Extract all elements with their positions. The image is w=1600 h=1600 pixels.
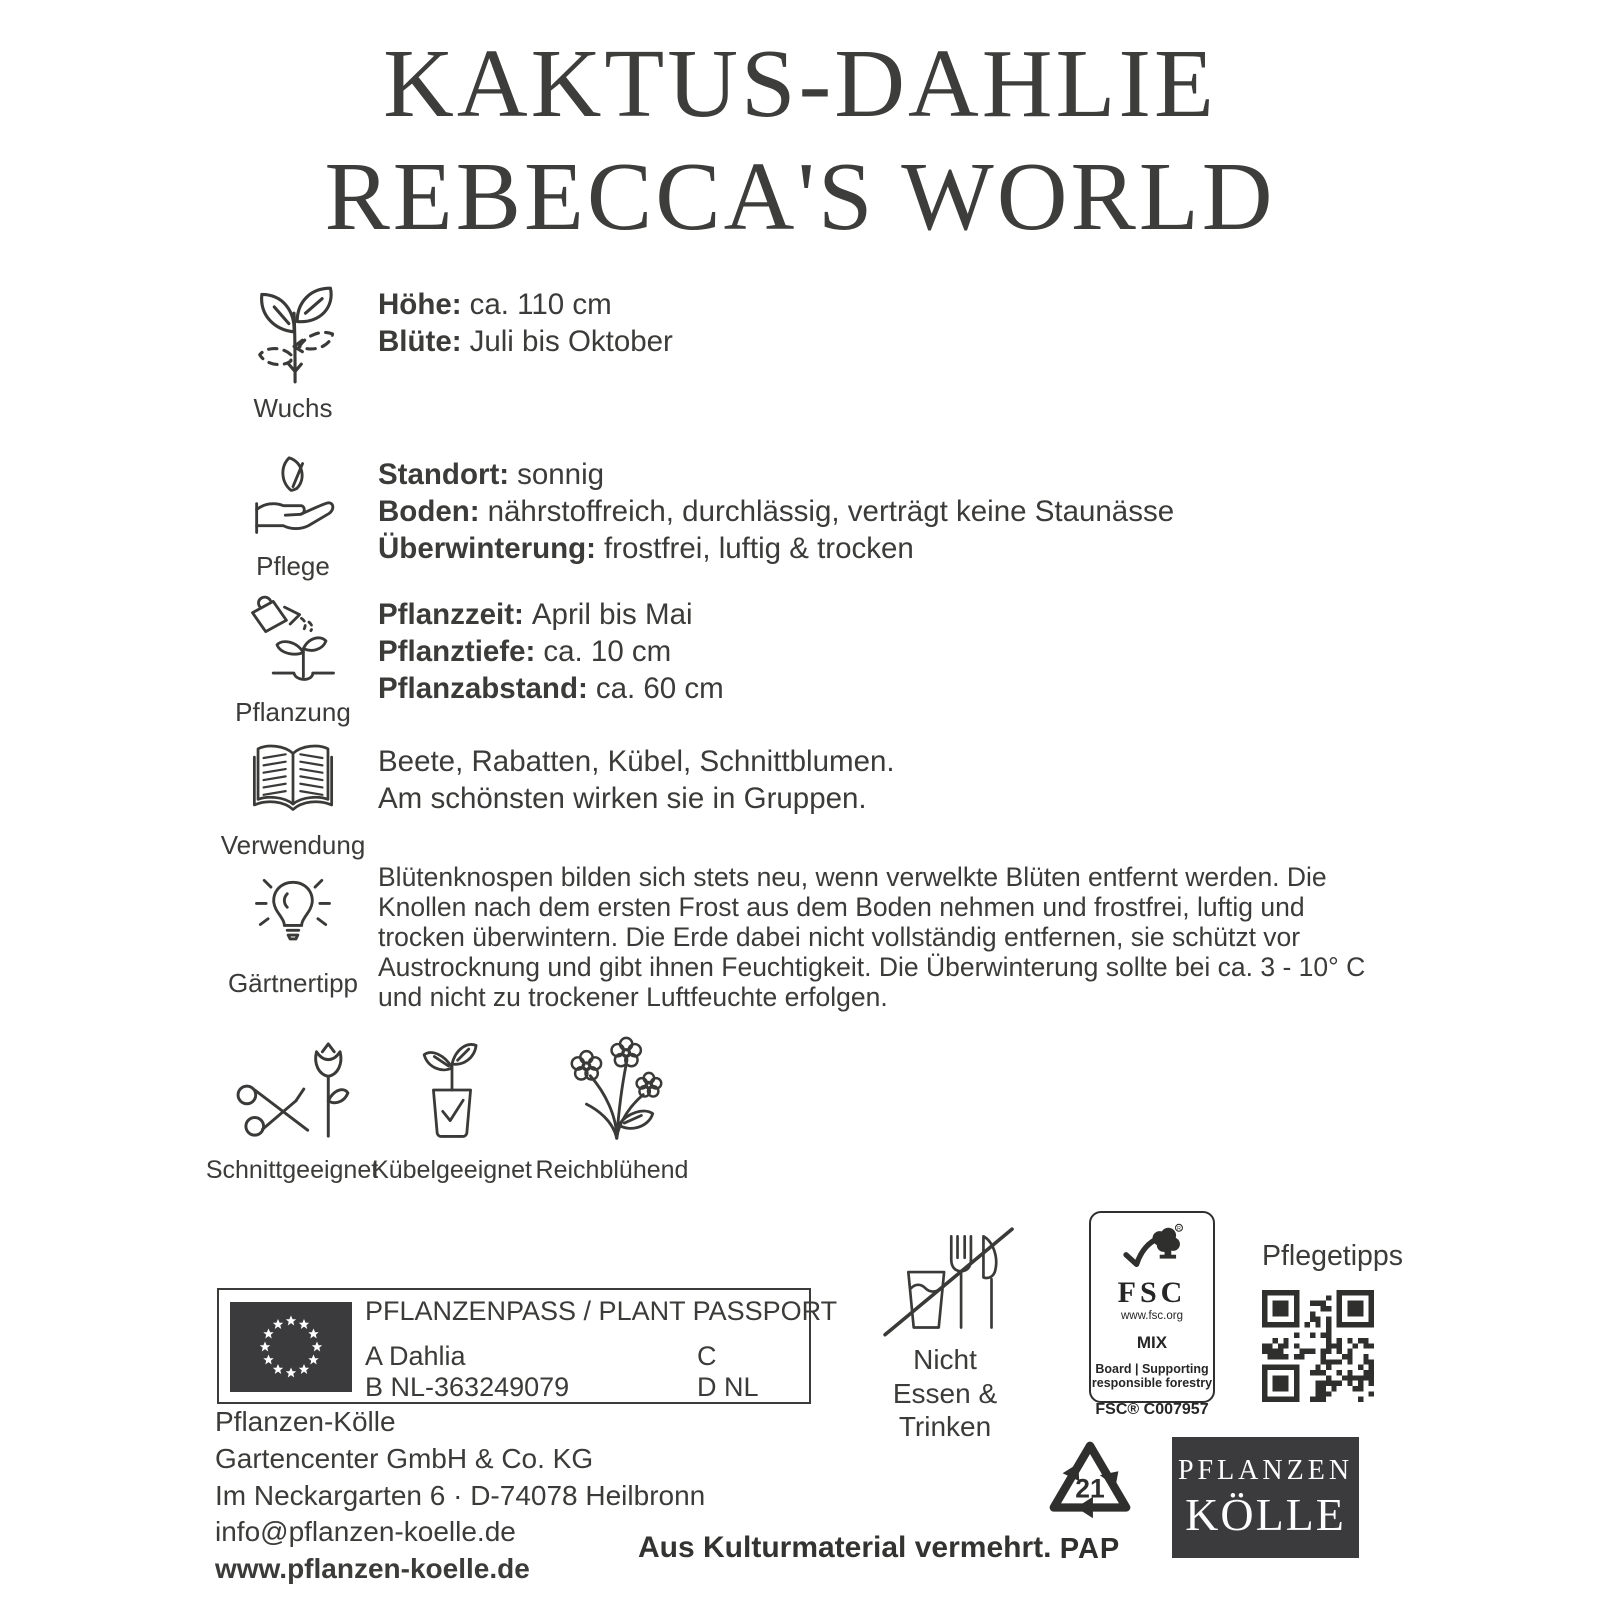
address-line: Gartencenter GmbH & Co. KG [215,1442,594,1474]
row-gaertnertipp [208,861,1403,1013]
passport-line-b: B NL-363249079 [365,1372,570,1402]
address-website: www.pflanzen-koelle.de [215,1553,530,1585]
company-address [215,1404,705,1588]
row-label-pflege: Pflege [256,551,330,581]
fsc-label [1089,1211,1215,1418]
growth-plant-icon [245,282,341,386]
fsc-tree-check-icon [1091,1222,1213,1279]
bluete-line: Blüte: Juli bis Oktober [378,325,673,359]
gaertnertipp-text: Blütenknospen bilden sich stets neu, wenn verwelkte Blüten entfernt werden. Die Knollen nach dem ersten Frost aus dem Boden nehmen und frostfrei, luftig und trocken überwintern. Die Erde dabei nicht vollständig entfernen, sie schützt vor Austrocknung und gibt ihnen Feuchtigkeit. Die Überwinterung sollte bei ca. 3 - 10° C und nicht zu trockener Luftfeuchte erfolgen. [378,862,1366,1012]
care-tips-label: Pflegetipps [1262,1240,1404,1272]
flower-bunch-icon [559,1040,665,1142]
open-book-icon [247,739,339,823]
info-rows [208,278,1403,1013]
no-food-drink-icon [845,1216,1045,1343]
hand-leaf-icon [249,452,337,544]
brand-line-2: KÖLLE [1185,1488,1346,1540]
fsc-url: www.fsc.org [1121,1310,1183,1322]
page-title [0,28,1600,253]
feature-schnittgeeignet [205,1040,379,1185]
svg-text:21: 21 [1075,1473,1105,1504]
boden-line: Boden: nährstoffreich, durchlässig, verträgt keine Staunässe [378,495,1175,529]
address-line: Pflanzen-Kölle [215,1406,396,1437]
potted-plant-check-icon [404,1040,500,1142]
standort-line: Standort: sonnig [378,458,605,491]
pflanztiefe-line: Pflanztiefe: ca. 10 cm [378,635,672,669]
fsc-claim: Board | Supporting responsible forestry [1091,1362,1213,1391]
svg-text:R: R [1177,1225,1181,1232]
recycle-material-label: PAP [1059,1533,1121,1565]
care-tips-group [1262,1240,1403,1407]
row-label-pflanzung: Pflanzung [235,697,351,727]
feature-label: Kübelgeeignet [372,1156,532,1184]
row-pflege [208,448,1403,588]
feature-icons [205,1040,692,1185]
passport-line-c: C [697,1341,717,1371]
pflanzabstand-line: Pflanzabstand: ca. 60 cm [378,672,724,706]
not-food-label: Nicht Essen & Trinken [892,1344,998,1443]
row-wuchs [208,278,1403,448]
fsc-acronym: FSC [1117,1276,1187,1309]
qr-code [1262,1290,1374,1402]
row-label-wuchs: Wuchs [253,393,333,423]
feature-reichbluehend [532,1040,692,1185]
address-email: info@pflanzen-koelle.de [215,1516,516,1548]
pflanzzeit-line: Pflanzzeit: April bis Mai [378,598,693,631]
brand-logo [1172,1437,1359,1558]
hoehe-line: Höhe: ca. 110 cm [378,288,612,321]
not-food-group [845,1216,1045,1444]
row-label-verwendung: Verwendung [220,830,366,860]
address-line: Im Neckargarten 6 · D-74078 Heilbronn [215,1479,706,1511]
passport-line-d: D NL [697,1372,759,1402]
watering-can-icon [241,592,345,690]
feature-label: Reichblühend [535,1156,689,1184]
passport-line-a: A Dahlia [365,1341,466,1371]
row-pflanzung [208,588,1403,735]
row-verwendung [208,735,1403,861]
row-label-gaertnertipp: Gärtnertipp [227,968,359,998]
fsc-grade: MIX [1136,1333,1168,1352]
brand-line-1: PFLANZEN [1177,1454,1354,1486]
fsc-license: FSC® C007957 [1095,1400,1209,1418]
verwendung-line-1: Beete, Rabatten, Kübel, Schnittblumen. [378,745,895,778]
passport-title: PFLANZENPASS / PLANT PASSPORT [365,1296,838,1326]
verwendung-line-2: Am schönsten wirken sie in Gruppen. [378,782,867,816]
ueberwinterung-line: Überwinterung: frostfrei, luftig & trocken [378,532,914,566]
recycle-triangle-icon [1038,1436,1142,1530]
plant-passport-box [217,1288,838,1404]
recycling-symbol [1030,1436,1150,1566]
title-line-1: KAKTUS-DAHLIE [383,30,1217,138]
feature-label: Schnittgeeignet [205,1156,379,1184]
title-line-2: REBECCA'S WORLD [324,142,1276,251]
eu-flag [230,1302,352,1392]
footer-note: Aus Kulturmaterial vermehrt. [638,1531,1052,1564]
lightbulb-icon [245,865,341,961]
scissors-tulip-icon [232,1040,352,1142]
feature-kuebelgeeignet [372,1040,532,1185]
